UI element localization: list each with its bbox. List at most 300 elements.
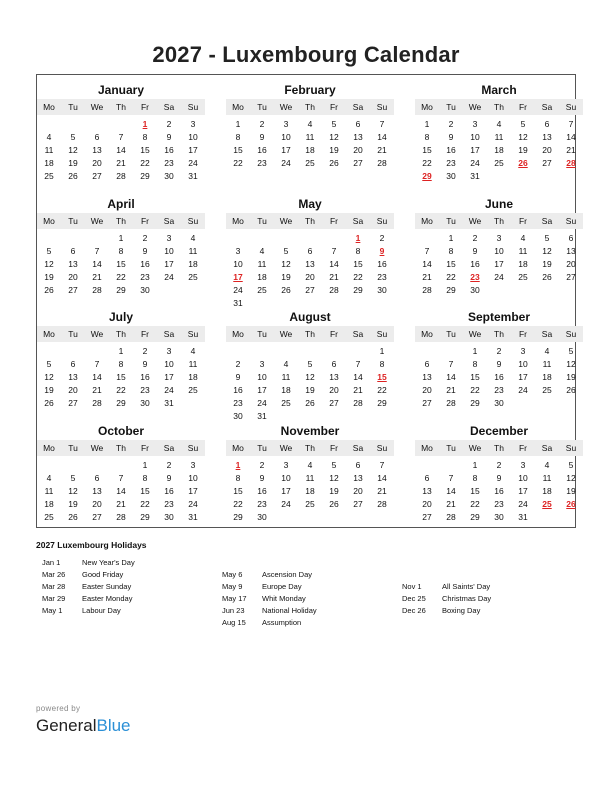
day-cell: 18 — [518, 259, 528, 269]
day-cell: 21 — [116, 158, 126, 168]
day-cell: 13 — [92, 486, 102, 496]
day-cell: 15 — [116, 372, 126, 382]
day-cell: 31 — [188, 512, 198, 522]
day-cell: 29 — [446, 285, 456, 295]
day-cell: 8 — [472, 359, 478, 369]
day-cell: 29 — [140, 512, 150, 522]
holiday-name: National Holiday — [262, 606, 317, 615]
month-name: September — [467, 310, 531, 324]
month-name: January — [97, 83, 145, 97]
holiday-day-cell: 26 — [518, 158, 528, 168]
weekday-label: Fr — [140, 102, 150, 112]
day-cell: 16 — [257, 145, 267, 155]
page-title: 2027 - Luxembourg Calendar — [152, 42, 460, 67]
day-cell: 27 — [68, 285, 78, 295]
day-cell: 26 — [44, 398, 54, 408]
day-cell: 30 — [494, 398, 504, 408]
day-cell: 5 — [568, 346, 574, 356]
day-cell: 18 — [542, 486, 552, 496]
day-cell: 20 — [68, 272, 78, 282]
day-cell: 7 — [448, 359, 454, 369]
day-cell: 21 — [377, 486, 387, 496]
day-cell: 5 — [70, 473, 76, 483]
holiday-date: Mar 26 — [42, 570, 66, 579]
day-cell: 14 — [422, 259, 432, 269]
day-cell: 11 — [518, 246, 528, 256]
day-cell: 5 — [70, 132, 76, 142]
day-cell: 31 — [470, 171, 480, 181]
day-cell: 4 — [190, 233, 196, 243]
brand-general: General — [36, 716, 97, 735]
day-cell: 4 — [520, 233, 526, 243]
day-cell: 28 — [446, 398, 456, 408]
day-cell: 2 — [259, 460, 265, 470]
day-cell: 30 — [140, 285, 150, 295]
day-cell: 16 — [377, 259, 387, 269]
day-cell: 24 — [494, 272, 504, 282]
month-name: November — [280, 424, 340, 438]
weekday-label: Sa — [352, 443, 364, 453]
day-cell: 23 — [164, 158, 174, 168]
day-cell: 15 — [140, 145, 150, 155]
day-cell: 22 — [233, 158, 243, 168]
day-cell: 8 — [472, 473, 478, 483]
day-cell: 15 — [353, 259, 363, 269]
weekday-label: Fr — [518, 102, 528, 112]
day-cell: 28 — [377, 158, 387, 168]
day-cell: 26 — [68, 171, 78, 181]
day-cell: 12 — [329, 473, 339, 483]
day-cell: 6 — [355, 119, 361, 129]
day-cell: 23 — [164, 499, 174, 509]
weekday-header — [37, 213, 205, 229]
holiday-date: Jun 23 — [222, 606, 245, 615]
day-cell: 18 — [305, 486, 315, 496]
holiday-name: Whit Monday — [262, 594, 306, 603]
day-cell: 26 — [281, 285, 291, 295]
day-cell: 27 — [92, 171, 102, 181]
holiday-date: Nov 1 — [402, 582, 422, 591]
day-cell: 24 — [518, 499, 528, 509]
day-cell: 12 — [566, 473, 576, 483]
day-cell: 12 — [305, 372, 315, 382]
day-cell: 7 — [118, 473, 124, 483]
month-name: July — [108, 310, 133, 324]
holiday-name: Easter Monday — [82, 594, 133, 603]
holidays-heading: 2027 Luxembourg Holidays — [36, 540, 147, 550]
day-cell: 28 — [116, 171, 126, 181]
day-cell: 25 — [44, 512, 54, 522]
day-cell: 16 — [494, 486, 504, 496]
holiday-date: May 6 — [222, 570, 243, 579]
weekday-label: Fr — [140, 443, 150, 453]
day-cell: 23 — [233, 398, 243, 408]
weekday-label: Tu — [257, 216, 267, 226]
day-cell: 4 — [307, 460, 313, 470]
weekday-label: Sa — [352, 216, 364, 226]
day-cell: 22 — [140, 499, 150, 509]
day-cell: 18 — [494, 145, 504, 155]
weekday-label: Th — [494, 102, 504, 112]
weekday-label: Su — [565, 102, 577, 112]
month-name: April — [107, 197, 135, 211]
day-cell: 28 — [446, 512, 456, 522]
day-cell: 31 — [518, 512, 528, 522]
day-cell: 23 — [494, 385, 504, 395]
day-cell: 20 — [353, 145, 363, 155]
weekday-label: Tu — [257, 329, 267, 339]
day-cell: 14 — [329, 259, 339, 269]
day-cell: 11 — [257, 259, 267, 269]
day-cell: 14 — [446, 486, 456, 496]
day-cell: 7 — [331, 246, 337, 256]
holiday-name: Christmas Day — [442, 594, 492, 603]
day-cell: 12 — [281, 259, 291, 269]
day-cell: 20 — [542, 145, 552, 155]
day-cell: 4 — [190, 346, 196, 356]
day-cell: 28 — [377, 499, 387, 509]
day-cell: 17 — [281, 486, 291, 496]
day-cell: 19 — [68, 158, 78, 168]
day-cell: 27 — [566, 272, 576, 282]
day-cell: 5 — [331, 119, 337, 129]
day-cell: 5 — [46, 246, 52, 256]
day-cell: 20 — [566, 259, 576, 269]
day-cell: 12 — [68, 145, 78, 155]
holiday-name: New Year's Day — [82, 558, 135, 567]
day-cell: 24 — [233, 285, 243, 295]
day-cell: 30 — [377, 285, 387, 295]
day-cell: 9 — [142, 359, 148, 369]
day-cell: 5 — [520, 119, 526, 129]
weekday-header — [226, 326, 394, 342]
day-cell: 27 — [542, 158, 552, 168]
day-cell: 9 — [259, 132, 265, 142]
day-cell: 29 — [233, 512, 243, 522]
day-cell: 11 — [281, 372, 291, 382]
day-cell: 10 — [470, 132, 480, 142]
day-cell: 3 — [190, 119, 196, 129]
day-cell: 12 — [518, 132, 528, 142]
day-cell: 28 — [422, 285, 432, 295]
day-cell: 25 — [542, 385, 552, 395]
weekday-label: Tu — [68, 102, 78, 112]
day-cell: 28 — [116, 512, 126, 522]
weekday-label: Su — [376, 102, 388, 112]
weekday-label: Mo — [232, 443, 244, 453]
day-cell: 17 — [257, 385, 267, 395]
holiday-date: May 17 — [222, 594, 247, 603]
day-cell: 30 — [494, 512, 504, 522]
weekday-label: Fr — [140, 216, 150, 226]
day-cell: 21 — [377, 145, 387, 155]
weekday-label: Mo — [232, 216, 244, 226]
weekday-label: Fr — [518, 216, 528, 226]
day-cell: 19 — [68, 499, 78, 509]
day-cell: 9 — [496, 359, 502, 369]
day-cell: 29 — [353, 285, 363, 295]
day-cell: 18 — [44, 499, 54, 509]
weekday-label: Fr — [329, 329, 339, 339]
day-cell: 21 — [329, 272, 339, 282]
day-cell: 2 — [166, 460, 172, 470]
day-cell: 13 — [422, 372, 432, 382]
weekday-label: Tu — [68, 329, 78, 339]
day-cell: 27 — [353, 499, 363, 509]
weekday-header — [37, 99, 205, 115]
day-cell: 27 — [422, 398, 432, 408]
day-cell: 23 — [140, 385, 150, 395]
day-cell: 22 — [116, 385, 126, 395]
day-cell: 20 — [422, 385, 432, 395]
day-cell: 14 — [92, 259, 102, 269]
day-cell: 25 — [494, 158, 504, 168]
day-cell: 3 — [259, 359, 265, 369]
day-cell: 20 — [68, 385, 78, 395]
day-cell: 24 — [164, 385, 174, 395]
weekday-label: We — [90, 102, 104, 112]
day-cell: 17 — [518, 372, 528, 382]
holiday-day-cell: 17 — [233, 272, 243, 282]
weekday-label: Su — [565, 329, 577, 339]
day-cell: 8 — [235, 132, 241, 142]
day-cell: 7 — [568, 119, 574, 129]
weekday-label: Sa — [352, 102, 364, 112]
day-cell: 26 — [542, 272, 552, 282]
day-cell: 18 — [188, 259, 198, 269]
weekday-label: Su — [565, 443, 577, 453]
day-cell: 14 — [377, 473, 387, 483]
day-cell: 17 — [518, 486, 528, 496]
day-cell: 12 — [329, 132, 339, 142]
brand-blue: Blue — [96, 716, 131, 735]
holiday-date: Mar 29 — [42, 594, 66, 603]
day-cell: 6 — [94, 132, 100, 142]
day-cell: 9 — [259, 473, 265, 483]
day-cell: 30 — [140, 398, 150, 408]
weekday-header — [415, 99, 583, 115]
day-cell: 28 — [329, 285, 339, 295]
day-cell: 3 — [166, 346, 172, 356]
day-cell: 4 — [283, 359, 289, 369]
day-cell: 27 — [422, 512, 432, 522]
day-cell: 24 — [164, 272, 174, 282]
day-cell: 24 — [281, 499, 291, 509]
day-cell: 21 — [116, 499, 126, 509]
day-cell: 14 — [116, 486, 126, 496]
day-cell: 14 — [116, 145, 126, 155]
weekday-header — [226, 213, 394, 229]
day-cell: 11 — [542, 359, 552, 369]
day-cell: 12 — [44, 372, 54, 382]
day-cell: 6 — [307, 246, 313, 256]
day-cell: 9 — [166, 132, 172, 142]
day-cell: 6 — [568, 233, 574, 243]
day-cell: 24 — [281, 158, 291, 168]
day-cell: 1 — [142, 460, 148, 470]
day-cell: 20 — [305, 272, 315, 282]
day-cell: 24 — [518, 385, 528, 395]
day-cell: 9 — [166, 473, 172, 483]
day-cell: 30 — [470, 285, 480, 295]
day-cell: 21 — [446, 385, 456, 395]
day-cell: 2 — [142, 233, 148, 243]
day-cell: 3 — [496, 233, 502, 243]
day-cell: 19 — [281, 272, 291, 282]
day-cell: 27 — [68, 398, 78, 408]
weekday-label: Sa — [163, 216, 175, 226]
weekday-label: Sa — [541, 329, 553, 339]
weekday-label: Mo — [421, 443, 433, 453]
day-cell: 20 — [92, 158, 102, 168]
day-cell: 19 — [518, 145, 528, 155]
day-cell: 1 — [118, 346, 124, 356]
weekday-label: Su — [376, 216, 388, 226]
day-cell: 4 — [544, 346, 550, 356]
day-cell: 13 — [353, 473, 363, 483]
day-cell: 9 — [448, 132, 454, 142]
day-cell: 21 — [92, 385, 102, 395]
weekday-label: Th — [116, 102, 126, 112]
day-cell: 10 — [518, 473, 528, 483]
day-cell: 4 — [496, 119, 502, 129]
day-cell: 6 — [70, 359, 76, 369]
day-cell: 15 — [446, 259, 456, 269]
day-cell: 24 — [188, 499, 198, 509]
weekday-label: Fr — [518, 329, 528, 339]
day-cell: 10 — [281, 473, 291, 483]
weekday-label: Mo — [421, 102, 433, 112]
holiday-name: Assumption — [262, 618, 302, 627]
day-cell: 16 — [257, 486, 267, 496]
day-cell: 18 — [44, 158, 54, 168]
day-cell: 2 — [496, 346, 502, 356]
weekday-label: Tu — [446, 443, 456, 453]
day-cell: 3 — [235, 246, 241, 256]
day-cell: 8 — [142, 473, 148, 483]
day-cell: 25 — [281, 398, 291, 408]
day-cell: 5 — [283, 246, 289, 256]
day-cell: 7 — [355, 359, 361, 369]
day-cell: 25 — [305, 158, 315, 168]
weekday-label: Tu — [68, 443, 78, 453]
day-cell: 8 — [235, 473, 241, 483]
day-cell: 31 — [188, 171, 198, 181]
day-cell: 20 — [92, 499, 102, 509]
day-cell: 6 — [424, 359, 430, 369]
day-cell: 21 — [353, 385, 363, 395]
day-cell: 14 — [377, 132, 387, 142]
day-cell: 21 — [422, 272, 432, 282]
day-cell: 26 — [566, 385, 576, 395]
day-cell: 23 — [446, 158, 456, 168]
weekday-label: Sa — [163, 329, 175, 339]
day-cell: 31 — [233, 298, 243, 308]
day-cell: 21 — [92, 272, 102, 282]
day-cell: 10 — [257, 372, 267, 382]
weekday-label: We — [90, 443, 104, 453]
day-cell: 12 — [542, 246, 552, 256]
holiday-day-cell: 29 — [422, 171, 432, 181]
weekday-header — [415, 213, 583, 229]
day-cell: 11 — [188, 246, 198, 256]
holiday-name: Easter Sunday — [82, 582, 132, 591]
day-cell: 29 — [140, 171, 150, 181]
weekday-label: Th — [305, 443, 315, 453]
weekday-header — [415, 440, 583, 456]
day-cell: 8 — [424, 132, 430, 142]
day-cell: 14 — [353, 372, 363, 382]
day-cell: 10 — [188, 132, 198, 142]
powered-by-text: powered by — [36, 704, 81, 713]
day-cell: 24 — [257, 398, 267, 408]
weekday-label: Mo — [43, 216, 55, 226]
day-cell: 5 — [568, 460, 574, 470]
day-cell: 24 — [188, 158, 198, 168]
holiday-day-cell: 1 — [355, 233, 361, 243]
day-cell: 1 — [118, 233, 124, 243]
day-cell: 6 — [355, 460, 361, 470]
day-cell: 25 — [257, 285, 267, 295]
weekday-label: We — [90, 329, 104, 339]
day-cell: 13 — [92, 145, 102, 155]
day-cell: 2 — [142, 346, 148, 356]
weekday-label: We — [90, 216, 104, 226]
holiday-day-cell: 1 — [235, 460, 241, 470]
holiday-name: Europe Day — [262, 582, 302, 591]
day-cell: 21 — [446, 499, 456, 509]
day-cell: 25 — [188, 385, 198, 395]
day-cell: 3 — [520, 460, 526, 470]
day-cell: 10 — [188, 473, 198, 483]
brand-logo[interactable] — [36, 716, 131, 736]
holiday-date: May 9 — [222, 582, 243, 591]
day-cell: 8 — [448, 246, 454, 256]
day-cell: 15 — [470, 372, 480, 382]
day-cell: 1 — [424, 119, 430, 129]
weekday-label: We — [279, 216, 293, 226]
day-cell: 26 — [329, 158, 339, 168]
weekday-label: Fr — [329, 443, 339, 453]
day-cell: 2 — [259, 119, 265, 129]
weekday-label: Tu — [257, 443, 267, 453]
month-name: August — [289, 310, 331, 324]
month-name: October — [97, 424, 144, 438]
day-cell: 8 — [379, 359, 385, 369]
day-cell: 2 — [472, 233, 478, 243]
weekday-label: Sa — [163, 102, 175, 112]
day-cell: 12 — [44, 259, 54, 269]
day-cell: 4 — [259, 246, 265, 256]
weekday-header — [226, 99, 394, 115]
holiday-date: Mar 28 — [42, 582, 66, 591]
weekday-label: Fr — [329, 102, 339, 112]
day-cell: 3 — [472, 119, 478, 129]
day-cell: 17 — [470, 145, 480, 155]
day-cell: 10 — [494, 246, 504, 256]
day-cell: 30 — [164, 171, 174, 181]
day-cell: 27 — [329, 398, 339, 408]
day-cell: 13 — [422, 486, 432, 496]
day-cell: 3 — [283, 460, 289, 470]
day-cell: 3 — [166, 233, 172, 243]
day-cell: 9 — [235, 372, 241, 382]
weekday-label: Sa — [541, 102, 553, 112]
day-cell: 6 — [424, 473, 430, 483]
day-cell: 5 — [331, 460, 337, 470]
day-cell: 27 — [305, 285, 315, 295]
day-cell: 22 — [116, 272, 126, 282]
